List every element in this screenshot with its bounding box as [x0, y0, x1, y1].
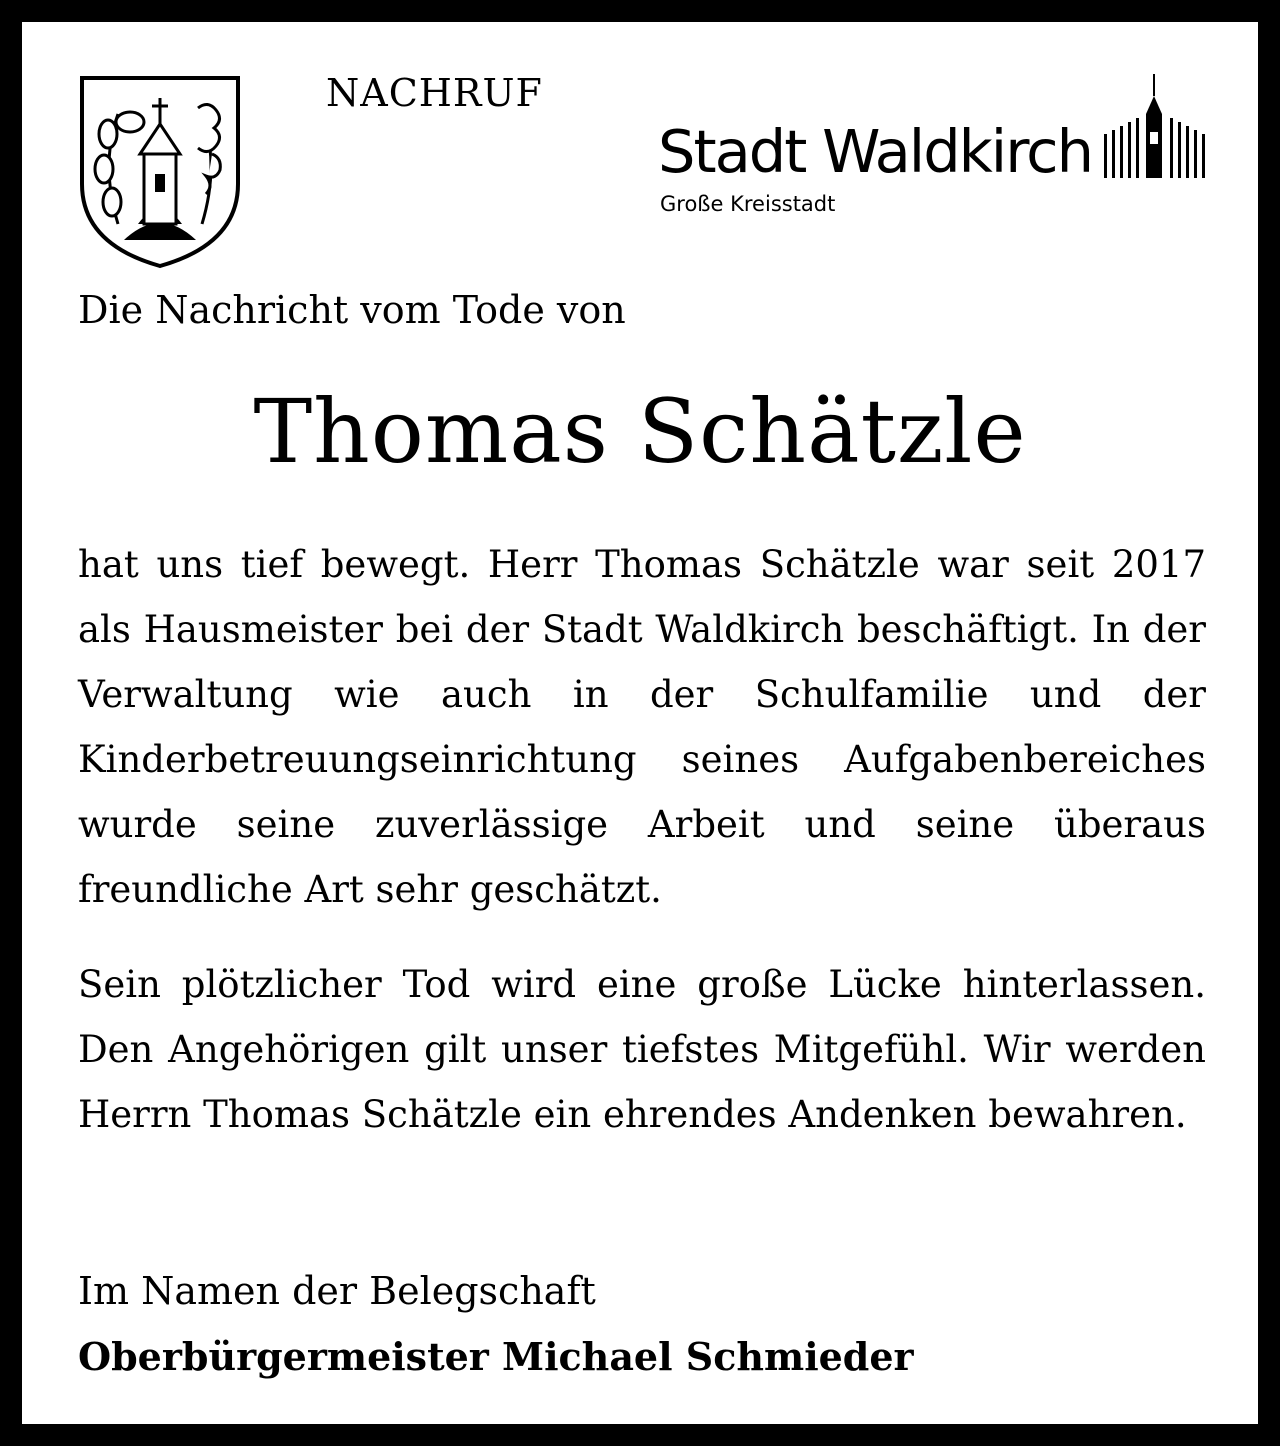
obituary-paragraph-1: hat uns tief bewegt. Herr Thomas Schätzle war seit 2017 als Hausmeister bei der Stadt Waldkirch beschäftigt. In der Verwaltung wie auch in der Schulfamilie und der Kinderbetreuungseinrichtung seines Aufgabenbereiches wurde seine zuverlässige Arbeit und seine überaus freundliche Art sehr geschätzt. [78, 543, 1206, 911]
org-name: Stadt Waldkirch [658, 117, 1092, 186]
coat-of-arms-icon [78, 74, 242, 270]
notice-type-heading: NACHRUF [326, 71, 543, 115]
intro-line: Die Nachricht vom Tode von [78, 288, 626, 332]
org-subtitle: Große Kreisstadt [660, 192, 836, 216]
obituary-notice [22, 22, 1258, 1424]
church-tower-icon [1102, 74, 1206, 178]
signature-line: Oberbürgermeister Michael Schmieder [78, 1334, 914, 1379]
deceased-name: Thomas Schätzle [253, 380, 1027, 483]
obituary-paragraph-2: Sein plötzlicher Tod wird eine große Lücke hinterlassen. Den Angehörigen gilt unser tiefstes Mitgefühl. Wir werden Herrn Thomas Schätzle ein ehrendes Andenken bewahren. [78, 963, 1206, 1136]
closing-block [78, 1258, 914, 1390]
closing-line: Im Namen der Belegschaft [78, 1269, 596, 1313]
